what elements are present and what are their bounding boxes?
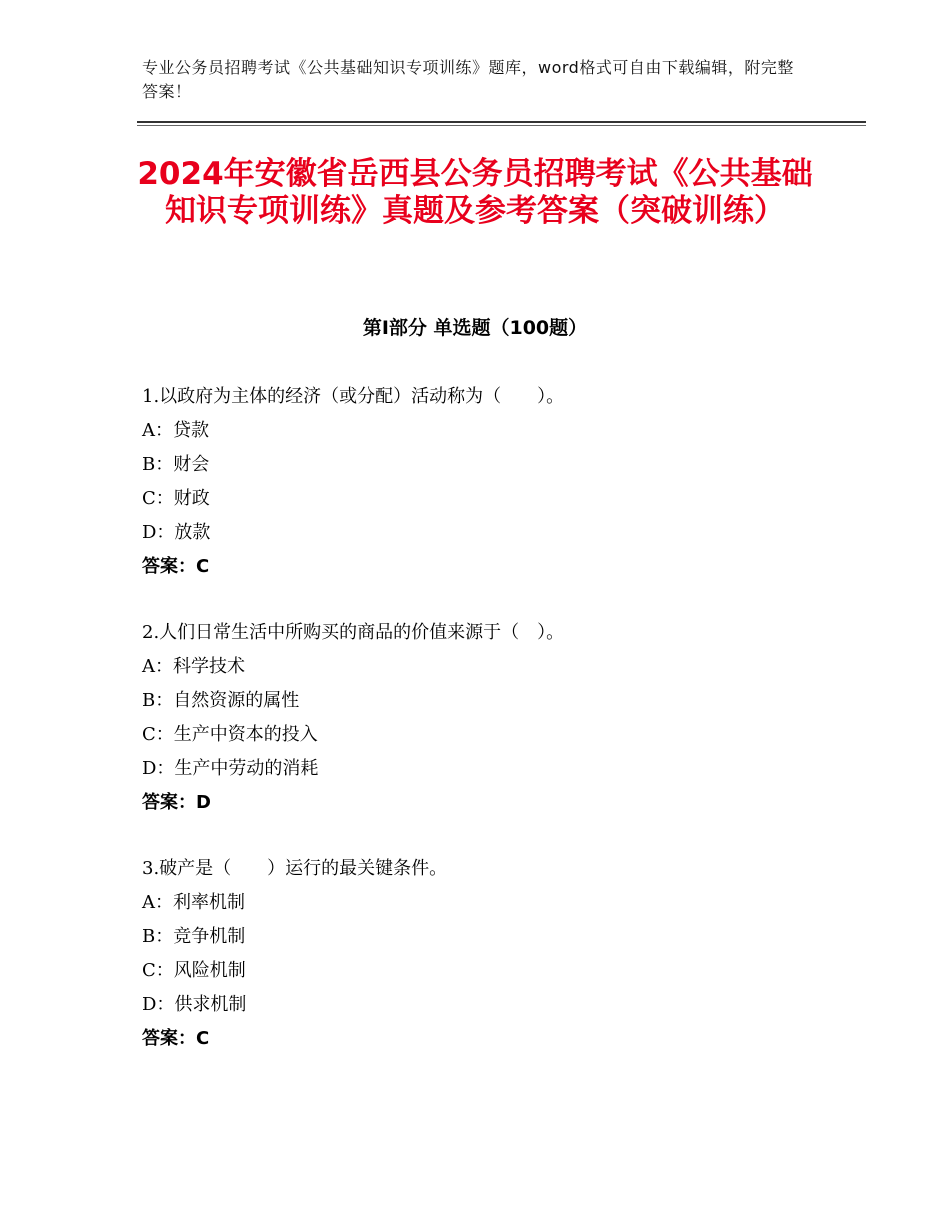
question-stem: 2.人们日常生活中所购买的商品的价值来源于（ ）。 (142, 622, 565, 643)
document-title: 2024年安徽省岳西县公务员招聘考试《公共基础知识专项训练》真题及参考答案（突破训练） (137, 156, 813, 229)
answer-label: 答案：C (142, 1028, 210, 1049)
option-c: C：生产中资本的投入 (142, 724, 318, 745)
option-d: D：供求机制 (142, 994, 247, 1015)
option-d: D：生产中劳动的消耗 (142, 758, 319, 779)
option-b: B：自然资源的属性 (142, 690, 300, 711)
option-c: C：风险机制 (142, 960, 246, 981)
option-b: B：财会 (142, 454, 210, 475)
question-item (142, 380, 842, 584)
answer-label: 答案：C (142, 556, 210, 577)
option-a: A：利率机制 (142, 892, 245, 913)
section-heading: 第Ⅰ部分 单选题（100题） (362, 317, 588, 339)
question-item (142, 616, 842, 820)
header-note: 专业公务员招聘考试《公共基础知识专项训练》题库，word格式可自由下载编辑，附完整答案！ (142, 58, 794, 101)
question-item (142, 852, 842, 1056)
header-divider-thin (137, 125, 866, 126)
option-a: A：贷款 (142, 420, 209, 441)
option-a: A：科学技术 (142, 656, 245, 677)
question-stem: 1.以政府为主体的经济（或分配）活动称为（ ）。 (142, 386, 565, 407)
option-c: C：财政 (142, 488, 210, 509)
question-list (142, 380, 842, 1088)
option-d: D：放款 (142, 522, 211, 543)
header-divider (137, 121, 866, 123)
question-stem: 3.破产是（ ）运行的最关键条件。 (142, 858, 448, 879)
answer-label: 答案：D (142, 792, 211, 813)
option-b: B：竞争机制 (142, 926, 246, 947)
